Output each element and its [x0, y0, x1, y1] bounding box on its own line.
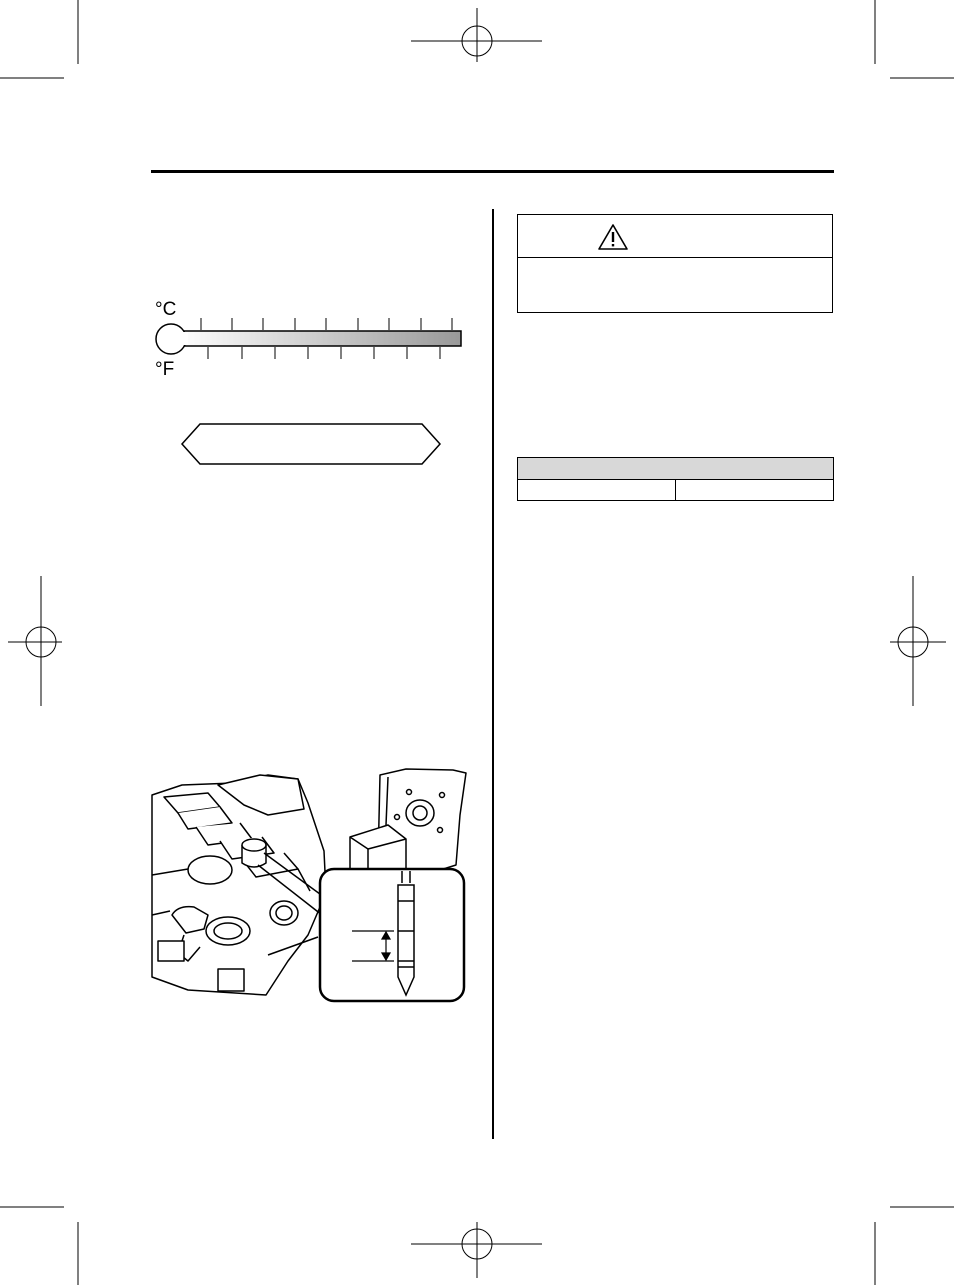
spec-table-header: [518, 458, 834, 480]
fahrenheit-label: °F: [155, 359, 175, 380]
warning-header: [518, 215, 832, 258]
warning-triangle-icon: [597, 223, 629, 251]
spec-table-cell: [518, 480, 676, 501]
celsius-label: °C: [155, 299, 177, 320]
spec-table-row: [518, 480, 834, 501]
dipstick-gauge: [398, 871, 414, 995]
engine-dipstick-illustration: [148, 765, 468, 1005]
viscosity-arrow-shape: [180, 423, 442, 465]
viscosity-range-banner: [180, 423, 442, 465]
spec-table: [517, 457, 834, 501]
celsius-ticks: [201, 318, 452, 330]
temperature-scale-figure: [150, 296, 470, 380]
gauge-bar: [178, 331, 461, 346]
spec-table-cell: [676, 480, 834, 501]
warning-box: [517, 214, 833, 313]
engine-drawing: [148, 765, 468, 1005]
fahrenheit-ticks: [208, 347, 440, 359]
page-header-rule: [151, 170, 834, 173]
spec-table-header-row: [518, 458, 834, 480]
column-divider: [492, 209, 494, 1139]
thermometer-graphic: [150, 296, 470, 380]
